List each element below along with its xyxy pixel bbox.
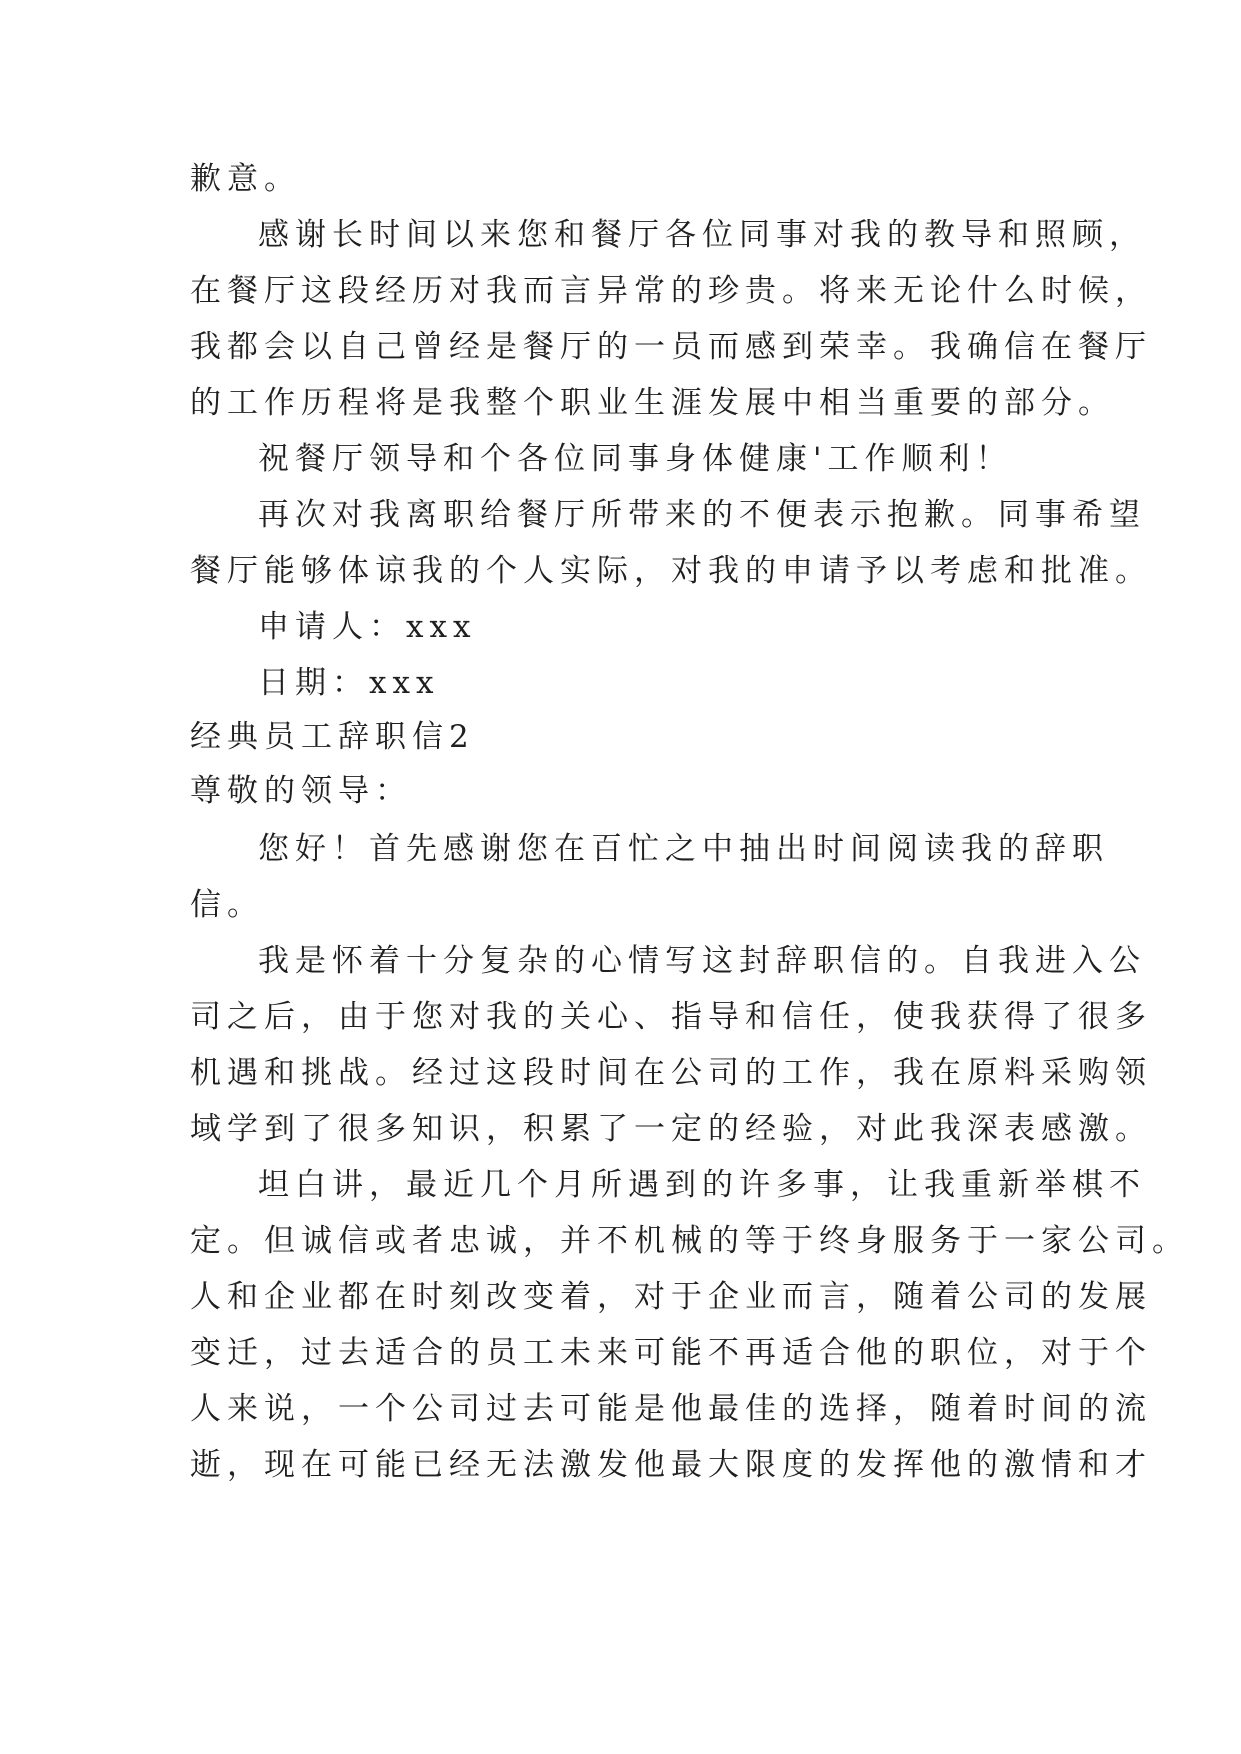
body-text-line: 我都会以自己曾经是餐厅的一员而感到荣幸。我确信在餐厅: [190, 329, 1152, 365]
body-text-line: 感谢长时间以来您和餐厅各位同事对我的教导和照顾，: [258, 217, 1146, 253]
salutation: 尊敬的领导：: [190, 773, 412, 809]
body-text-line: 您好！首先感谢您在百忙之中抽出时间阅读我的辞职: [258, 831, 1109, 867]
applicant-line: 申请人：xxx: [258, 609, 477, 645]
body-text-line: 人来说，一个公司过去可能是他最佳的选择，随着时间的流: [190, 1391, 1152, 1427]
body-text-line: 司之后，由于您对我的关心、指导和信任，使我获得了很多: [190, 999, 1152, 1035]
body-text-line: 在餐厅这段经历对我而言异常的珍贵。将来无论什么时候，: [190, 273, 1152, 309]
body-text-line: 我是怀着十分复杂的心情写这封辞职信的。自我进入公: [258, 943, 1146, 979]
body-text-line: 祝餐厅领导和个各位同事身体健康'工作顺利！: [258, 441, 1013, 477]
date-line: 日期：xxx: [258, 665, 440, 701]
section-title: 经典员工辞职信2: [190, 719, 475, 755]
body-text-line: 坦白讲，最近几个月所遇到的许多事，让我重新举棋不: [258, 1167, 1146, 1203]
body-text-line: 歉意。: [190, 161, 301, 197]
body-text-line: 域学到了很多知识，积累了一定的经验，对此我深表感激。: [190, 1111, 1152, 1147]
body-text-line: 的工作历程将是我整个职业生涯发展中相当重要的部分。: [190, 385, 1115, 421]
body-text-line: 餐厅能够体谅我的个人实际，对我的申请予以考虑和批准。: [190, 553, 1152, 589]
body-text-line: 人和企业都在时刻改变着，对于企业而言，随着公司的发展: [190, 1279, 1152, 1315]
body-text-line: 信。: [190, 887, 264, 923]
body-text-line: 逝，现在可能已经无法激发他最大限度的发挥他的激情和才: [190, 1447, 1152, 1483]
body-text-line: 机遇和挑战。经过这段时间在公司的工作，我在原料采购领: [190, 1055, 1152, 1091]
body-text-line: 变迁，过去适合的员工未来可能不再适合他的职位，对于个: [190, 1335, 1152, 1371]
body-text-line: 定。但诚信或者忠诚，并不机械的等于终身服务于一家公司。: [190, 1223, 1189, 1259]
body-text-line: 再次对我离职给餐厅所带来的不便表示抱歉。同事希望: [258, 497, 1146, 533]
